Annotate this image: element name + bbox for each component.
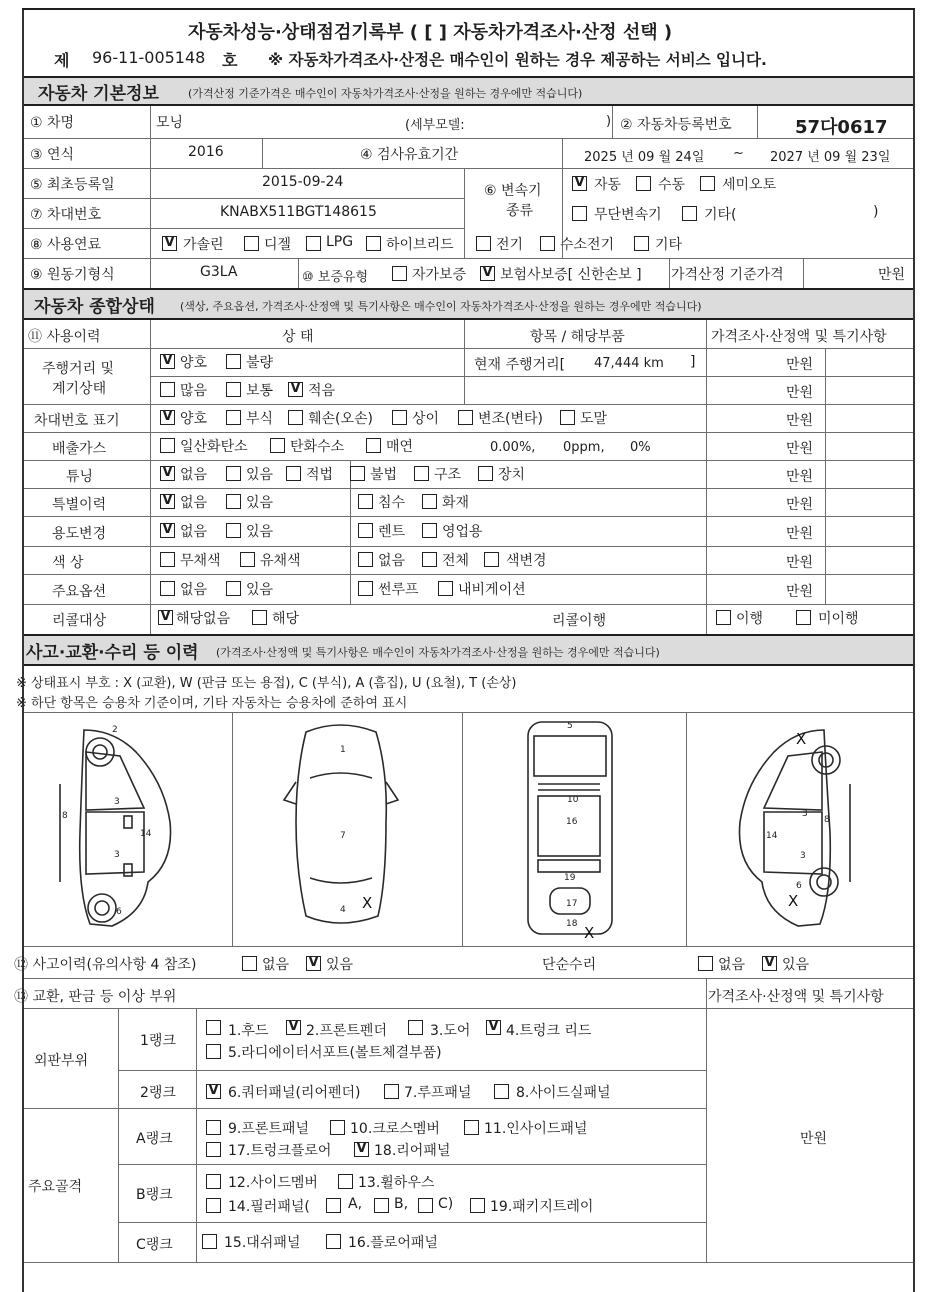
status-note: (색상, 주요옵션, 가격조사·산정액 및 특기사항은 매수인이 자동차가격조사·산정을 원하는 경우에만 적습니다) xyxy=(180,300,702,313)
svg-text:4: 4 xyxy=(340,905,346,915)
vin-mark-smeared-label: 도말 xyxy=(580,411,608,427)
car-name-label: ① 차명 xyxy=(30,115,75,131)
special-label: 특별이력 xyxy=(52,497,107,513)
recall-yes-label: 해당 xyxy=(272,611,300,627)
emission-unit: 만원 xyxy=(786,441,814,457)
tuning-illegal-label: 불법 xyxy=(370,467,398,483)
fuel-hydrogen-checkbox[interactable] xyxy=(540,236,555,251)
color-change-checkbox[interactable] xyxy=(484,552,499,567)
warranty-self-label: 자가보증 xyxy=(412,267,467,283)
rank-1-label: 1랭크 xyxy=(140,1033,176,1049)
fuel-lpg-checkbox[interactable] xyxy=(306,236,321,251)
trans-manual-label: 수동 xyxy=(658,177,686,193)
accident-history-label: ⑫ 사고이력(유의사항 4 참조) xyxy=(14,957,197,973)
part-7-checkbox[interactable] xyxy=(384,1084,399,1099)
part-15-label: 15.대쉬패널 xyxy=(224,1235,301,1251)
trans-other-checkbox[interactable] xyxy=(682,206,697,221)
item-col-header: 항목 / 해당부품 xyxy=(530,329,625,345)
recall-yes-checkbox[interactable] xyxy=(252,610,267,625)
doc-number-label: 제 xyxy=(54,51,70,70)
accident-yes-label: 있음 xyxy=(326,957,354,973)
inspection-label: ④ 검사유효기간 xyxy=(360,147,459,163)
color-achromatic-checkbox[interactable] xyxy=(160,552,175,567)
purpose-rent-label: 렌트 xyxy=(378,524,406,540)
trans-other-close: ) xyxy=(873,204,879,220)
color-label: 색 상 xyxy=(52,555,84,571)
tuning-yes-checkbox[interactable] xyxy=(226,466,241,481)
tuning-device-label: 장치 xyxy=(498,467,526,483)
rank-c-label: C랭크 xyxy=(136,1237,173,1253)
tuning-none-label: 없음 xyxy=(180,467,208,483)
part-14a-checkbox[interactable] xyxy=(326,1198,341,1213)
fuel-electric-checkbox[interactable] xyxy=(476,236,491,251)
diagram-mark-right-fender: X xyxy=(796,730,807,748)
odo-few-checkbox[interactable]: V xyxy=(288,382,303,397)
color-full-checkbox[interactable] xyxy=(422,552,437,567)
inspection-to: 2027 년 09 월 23일 xyxy=(770,150,891,165)
part-6-label: 6.쿼터패널(리어펜더) xyxy=(228,1085,361,1101)
part-4-label: 4.트렁크 리드 xyxy=(506,1023,592,1039)
part-8-checkbox[interactable] xyxy=(494,1084,509,1099)
option-none-label: 없음 xyxy=(180,582,208,598)
odo-normal-checkbox[interactable] xyxy=(226,382,241,397)
emission-co-label: 일산화탄소 xyxy=(180,439,248,455)
part-17-checkbox[interactable] xyxy=(206,1142,221,1157)
option-yes-checkbox[interactable] xyxy=(226,581,241,596)
trans-cvt-checkbox[interactable] xyxy=(572,206,587,221)
reg-no: 57다0617 xyxy=(795,117,888,138)
part-13-checkbox[interactable] xyxy=(338,1174,353,1189)
warranty-self-checkbox[interactable] xyxy=(392,266,407,281)
emission-hc-checkbox[interactable] xyxy=(270,438,285,453)
svg-text:10: 10 xyxy=(567,795,579,805)
fuel-hydrogen-label: 수소전기 xyxy=(560,237,615,253)
rank-2-label: 2랭크 xyxy=(140,1085,176,1101)
odometer-label-1: 주행거리 및 xyxy=(42,361,115,377)
odo-many-checkbox[interactable] xyxy=(160,382,175,397)
recall-not-done-option: 미이행 xyxy=(818,611,859,627)
svg-text:5: 5 xyxy=(567,721,573,731)
special-none-checkbox[interactable]: V xyxy=(160,494,175,509)
vin-mark-altered-label: 변조(변타) xyxy=(478,411,544,427)
accident-yes-checkbox[interactable]: V xyxy=(306,956,321,971)
tuning-none-checkbox[interactable]: V xyxy=(160,466,175,481)
part-13-label: 13.휠하우스 xyxy=(358,1175,435,1191)
reg-no-label: ② 자동차등록번호 xyxy=(620,117,732,133)
status-title: 자동차 종합상태 xyxy=(34,297,155,317)
svg-text:8: 8 xyxy=(824,815,830,825)
simple-repair-yes-checkbox[interactable]: V xyxy=(762,956,777,971)
odo-bad-checkbox[interactable] xyxy=(226,354,241,369)
svg-text:18: 18 xyxy=(566,919,578,929)
recall-not-done-checkbox[interactable] xyxy=(796,610,811,625)
simple-repair-none-label: 없음 xyxy=(718,957,746,973)
odo-current-label: 현재 주행거리[ xyxy=(474,357,566,373)
transmission-label-1: ⑥ 변속기 xyxy=(484,183,542,199)
vin-mark-smeared-checkbox[interactable] xyxy=(560,410,575,425)
svg-text:3: 3 xyxy=(800,851,806,861)
fuel-lpg-label: LPG xyxy=(326,234,354,250)
emission-label: 배출가스 xyxy=(52,441,107,457)
part-3-checkbox[interactable] xyxy=(408,1020,423,1035)
emission-hc-label: 탄화수소 xyxy=(290,439,345,455)
accident-none-label: 없음 xyxy=(262,957,290,973)
special-yes-checkbox[interactable] xyxy=(226,494,241,509)
recall-none-checkbox[interactable]: V xyxy=(158,610,173,625)
odo-normal-label: 보통 xyxy=(246,383,274,399)
purpose-business-checkbox[interactable] xyxy=(422,523,437,538)
recall-done-option: 이행 xyxy=(736,611,764,627)
fuel-label: ⑧ 사용연료 xyxy=(30,237,102,253)
trans-semi-label: 세미오토 xyxy=(722,177,777,193)
color-unit: 만원 xyxy=(786,555,814,571)
vin-mark-unit: 만원 xyxy=(786,413,814,429)
odo-many-label: 많음 xyxy=(180,383,208,399)
purpose-yes-label: 있음 xyxy=(246,524,274,540)
tuning-legal-checkbox[interactable] xyxy=(286,466,301,481)
recall-none-label: 해당없음 xyxy=(176,611,231,627)
emission-co-checkbox[interactable] xyxy=(160,438,175,453)
motor: G3LA xyxy=(200,264,238,280)
fuel-diesel-checkbox[interactable] xyxy=(244,236,259,251)
warranty-insurer-checkbox[interactable]: V xyxy=(480,266,495,281)
option-navi-label: 내비게이션 xyxy=(458,582,526,598)
tuning-device-checkbox[interactable] xyxy=(478,466,493,481)
part-8-label: 8.사이드실패널 xyxy=(516,1085,611,1101)
trans-auto-label: 자동 xyxy=(594,177,622,193)
vin-mark-different-checkbox[interactable] xyxy=(392,410,407,425)
part-5-checkbox[interactable] xyxy=(206,1044,221,1059)
year-label: ③ 연식 xyxy=(30,147,75,163)
vin-mark-label: 차대번호 표기 xyxy=(34,413,120,429)
main-frame-label: 주요골격 xyxy=(28,1179,83,1195)
svg-text:3: 3 xyxy=(114,850,120,860)
color-full-label: 전체 xyxy=(442,553,470,569)
recall-label: 리콜대상 xyxy=(52,613,107,629)
detail-model-label: (세부모델: xyxy=(405,118,465,133)
purpose-none-label: 없음 xyxy=(180,524,208,540)
color-chromatic-checkbox[interactable] xyxy=(240,552,255,567)
vin-mark-different-label: 상이 xyxy=(412,411,440,427)
vin-mark-rust-label: 부식 xyxy=(246,411,274,427)
tuning-struct-checkbox[interactable] xyxy=(414,466,429,481)
part-10-label: 10.크로스멤버 xyxy=(350,1121,440,1137)
trans-cvt-label: 무단변속기 xyxy=(594,207,662,223)
part-14a-label: A, xyxy=(348,1196,363,1212)
part-17-label: 17.트렁크플로어 xyxy=(228,1143,332,1159)
part-11-checkbox[interactable] xyxy=(464,1120,479,1135)
part-5-label: 5.라디에이터서포트(볼트체결부품) xyxy=(228,1045,442,1061)
fuel-diesel-label: 디젤 xyxy=(264,237,292,253)
svg-text:6: 6 xyxy=(116,907,122,917)
diagram-mark-right-quarter: X xyxy=(788,892,799,910)
emission-co-value: 0.00%, xyxy=(490,440,536,455)
purpose-rent-checkbox[interactable] xyxy=(358,523,373,538)
emission-smoke-value: 0% xyxy=(630,440,651,455)
vin-mark-altered-checkbox[interactable] xyxy=(458,410,473,425)
tuning-legal-label: 적법 xyxy=(306,467,334,483)
part-14-label: 14.필러패널( xyxy=(228,1199,310,1215)
outer-panel-label: 외판부위 xyxy=(34,1053,89,1069)
trans-auto-checkbox[interactable]: V xyxy=(572,176,587,191)
special-fire-checkbox[interactable] xyxy=(422,494,437,509)
diagram-mark-rear-panel: X xyxy=(584,924,595,942)
tuning-struct-label: 구조 xyxy=(434,467,462,483)
part-10-checkbox[interactable] xyxy=(330,1120,345,1135)
part-14b-checkbox[interactable] xyxy=(374,1198,389,1213)
purpose-label: 용도변경 xyxy=(52,526,107,542)
car-name: 모닝 xyxy=(156,115,184,131)
recall-done-label: 리콜이행 xyxy=(552,613,607,629)
usage-col-header: ⑪ 사용이력 xyxy=(28,329,101,345)
basic-info-title: 자동차 기본정보 xyxy=(38,84,159,104)
odometer-label-2: 계기상태 xyxy=(52,381,107,397)
odo-current-value: 47,444 km xyxy=(594,356,664,371)
part-19-checkbox[interactable] xyxy=(470,1198,485,1213)
color-chromatic-label: 유채색 xyxy=(260,553,301,569)
special-fire-label: 화재 xyxy=(442,495,470,511)
part-2-checkbox[interactable]: V xyxy=(286,1020,301,1035)
vin-mark-good-label: 양호 xyxy=(180,411,208,427)
first-reg: 2015-09-24 xyxy=(262,174,344,190)
accident-title: 사고·교환·수리 등 이력 xyxy=(26,643,199,663)
fuel-other-label: 기타 xyxy=(655,237,683,253)
odo-unit-2: 만원 xyxy=(786,385,814,401)
part-1-checkbox[interactable] xyxy=(206,1020,221,1035)
document-title: 자동차성능·상태점검기록부 ( [ ] 자동차가격조사·산정 선택 ) xyxy=(188,22,673,43)
doc-number: 96-11-005148 xyxy=(92,48,206,67)
warranty-label: ⑩ 보증유형 xyxy=(302,270,369,285)
part-16-label: 16.플로어패널 xyxy=(348,1235,438,1251)
emission-smoke-checkbox[interactable] xyxy=(366,438,381,453)
left-side-car-diagram xyxy=(60,730,171,926)
detail-model-close: ) xyxy=(606,114,612,129)
fuel-hybrid-checkbox[interactable] xyxy=(366,236,381,251)
service-notice: ※ 자동차가격조사·산정은 매수인이 원하는 경우 제공하는 서비스 입니다. xyxy=(268,51,767,69)
part-12-label: 12.사이드멤버 xyxy=(228,1175,318,1191)
vin-label: ⑦ 차대번호 xyxy=(30,207,102,223)
fuel-gasoline-checkbox[interactable]: V xyxy=(162,236,177,251)
fuel-hybrid-label: 하이브리드 xyxy=(386,237,454,253)
part-16-checkbox[interactable] xyxy=(326,1234,341,1249)
base-price-label: 가격산정 기준가격 xyxy=(671,267,784,283)
vin-mark-damaged-label: 훼손(오손) xyxy=(308,411,374,427)
svg-text:3: 3 xyxy=(802,809,808,819)
special-unit: 만원 xyxy=(786,497,814,513)
svg-text:16: 16 xyxy=(566,817,578,827)
part-15-checkbox[interactable] xyxy=(202,1234,217,1249)
special-flood-label: 침수 xyxy=(378,495,406,511)
legend-line-2: ※ 하단 항목은 승용차 기준이며, 기타 자동차는 승용차에 준하여 표시 xyxy=(16,696,408,711)
simple-repair-label: 단순수리 xyxy=(542,957,597,973)
parts-price-unit: 만원 xyxy=(800,1131,828,1147)
odo-unit: 만원 xyxy=(786,357,814,373)
svg-text:17: 17 xyxy=(566,899,578,909)
part-14c-checkbox[interactable] xyxy=(418,1198,433,1213)
part-9-label: 9.프론트패널 xyxy=(228,1121,309,1137)
part-18-label: 18.리어패널 xyxy=(374,1143,451,1159)
part-4-checkbox[interactable]: V xyxy=(486,1020,501,1035)
recall-done-checkbox[interactable] xyxy=(716,610,731,625)
accident-note: (가격조사·산정액 및 특기사항은 매수인이 자동차가격조사·산정을 원하는 경우에만 적습니다) xyxy=(216,646,660,659)
part-19-label: 19.패키지트레이 xyxy=(490,1199,594,1215)
price-col-header: 가격조사·산정액 및 특기사항 xyxy=(711,329,887,345)
option-sunroof-label: 썬루프 xyxy=(378,582,419,598)
part-1-label: 1.후드 xyxy=(228,1023,269,1039)
first-reg-label: ⑤ 최초등록일 xyxy=(30,177,115,193)
option-none-checkbox[interactable] xyxy=(160,581,175,596)
part-11-label: 11.인사이드패널 xyxy=(484,1121,588,1137)
odo-current-close: ] xyxy=(690,354,696,370)
odo-few-label: 적음 xyxy=(308,383,336,399)
svg-text:2: 2 xyxy=(112,725,118,735)
simple-repair-none-checkbox[interactable] xyxy=(698,956,713,971)
parts-price-header: 가격조사·산정액 및 특기사항 xyxy=(708,989,884,1005)
purpose-yes-checkbox[interactable] xyxy=(226,523,241,538)
svg-text:6: 6 xyxy=(796,881,802,891)
car-diagrams xyxy=(24,712,913,946)
part-14-checkbox[interactable] xyxy=(206,1198,221,1213)
part-14b-label: B, xyxy=(394,1196,409,1212)
doc-number-suffix: 호 xyxy=(222,51,238,70)
option-sunroof-checkbox[interactable] xyxy=(358,581,373,596)
color-none-checkbox[interactable] xyxy=(358,552,373,567)
parts-label: ⑬ 교환, 판금 등 이상 부위 xyxy=(14,989,177,1005)
svg-text:3: 3 xyxy=(114,797,120,807)
vin: KNABX511BGT148615 xyxy=(220,204,377,220)
warranty-insurer-label: 보험사보증[ 신한손보 ] xyxy=(500,267,642,283)
purpose-business-label: 영업용 xyxy=(442,524,483,540)
motor-label: ⑨ 원동기형식 xyxy=(30,267,115,283)
color-change-label: 색변경 xyxy=(506,553,547,569)
purpose-unit: 만원 xyxy=(786,526,814,542)
svg-text:19: 19 xyxy=(564,873,576,883)
part-6-checkbox[interactable]: V xyxy=(206,1084,221,1099)
inspection-tilde: ~ xyxy=(733,146,744,161)
status-col-header: 상 태 xyxy=(282,329,314,345)
svg-text:1: 1 xyxy=(340,745,346,755)
color-achromatic-label: 무채색 xyxy=(180,553,221,569)
odo-bad-label: 불량 xyxy=(246,355,274,371)
emission-hc-value: 0ppm, xyxy=(563,440,605,455)
option-unit: 만원 xyxy=(786,584,814,600)
transmission-label-2: 종류 xyxy=(506,203,534,219)
vin-mark-damaged-checkbox[interactable] xyxy=(288,410,303,425)
svg-text:8: 8 xyxy=(62,811,68,821)
vin-mark-good-checkbox[interactable]: V xyxy=(160,410,175,425)
trans-other-label: 기타( xyxy=(704,207,737,223)
option-label: 주요옵션 xyxy=(52,584,107,600)
option-yes-label: 있음 xyxy=(246,582,274,598)
svg-text:7: 7 xyxy=(340,831,346,841)
part-7-label: 7.루프패널 xyxy=(404,1085,472,1101)
simple-repair-yes-label: 있음 xyxy=(782,957,810,973)
base-price-unit: 만원 xyxy=(878,267,906,283)
legend-line-1: ※ 상태표시 부호 : X (교환), W (판금 또는 용접), C (부식), A (흠집), U (요철), T (손상) xyxy=(16,676,517,691)
part-9-checkbox[interactable] xyxy=(206,1120,221,1135)
rank-b-label: B랭크 xyxy=(136,1187,173,1203)
odo-good-label: 양호 xyxy=(180,355,208,371)
trans-manual-checkbox[interactable] xyxy=(636,176,651,191)
part-2-label: 2.프론트펜더 xyxy=(306,1023,387,1039)
tuning-yes-label: 있음 xyxy=(246,467,274,483)
special-flood-checkbox[interactable] xyxy=(358,494,373,509)
odo-good-checkbox[interactable]: V xyxy=(160,354,175,369)
trans-semi-checkbox[interactable] xyxy=(700,176,715,191)
emission-smoke-label: 매연 xyxy=(386,439,414,455)
option-navi-checkbox[interactable] xyxy=(438,581,453,596)
svg-text:14: 14 xyxy=(766,831,778,841)
fuel-gasoline-label: 가솔린 xyxy=(183,237,224,253)
fuel-other-checkbox[interactable] xyxy=(634,236,649,251)
tuning-label: 튜닝 xyxy=(66,469,94,485)
part-18-checkbox[interactable]: V xyxy=(354,1142,369,1157)
basic-info-note: (가격산정 기준가격은 매수인이 자동차가격조사·산정을 원하는 경우에만 적습니다) xyxy=(188,87,583,100)
part-14c-label: C) xyxy=(438,1196,454,1212)
special-none-label: 없음 xyxy=(180,495,208,511)
fuel-electric-label: 전기 xyxy=(496,237,524,253)
tuning-unit: 만원 xyxy=(786,469,814,485)
diagram-mark-trunk: X xyxy=(362,894,373,912)
vin-mark-rust-checkbox[interactable] xyxy=(226,410,241,425)
svg-text:14: 14 xyxy=(140,829,152,839)
part-3-label: 3.도어 xyxy=(430,1023,471,1039)
accident-none-checkbox[interactable] xyxy=(242,956,257,971)
color-none-label: 없음 xyxy=(378,553,406,569)
inspection-from: 2025 년 09 월 24일 xyxy=(584,150,705,165)
tuning-illegal-checkbox[interactable] xyxy=(350,466,365,481)
purpose-none-checkbox[interactable]: V xyxy=(160,523,175,538)
rank-a-label: A랭크 xyxy=(136,1131,173,1147)
part-12-checkbox[interactable] xyxy=(206,1174,221,1189)
year: 2016 xyxy=(188,144,224,160)
special-yes-label: 있음 xyxy=(246,495,274,511)
